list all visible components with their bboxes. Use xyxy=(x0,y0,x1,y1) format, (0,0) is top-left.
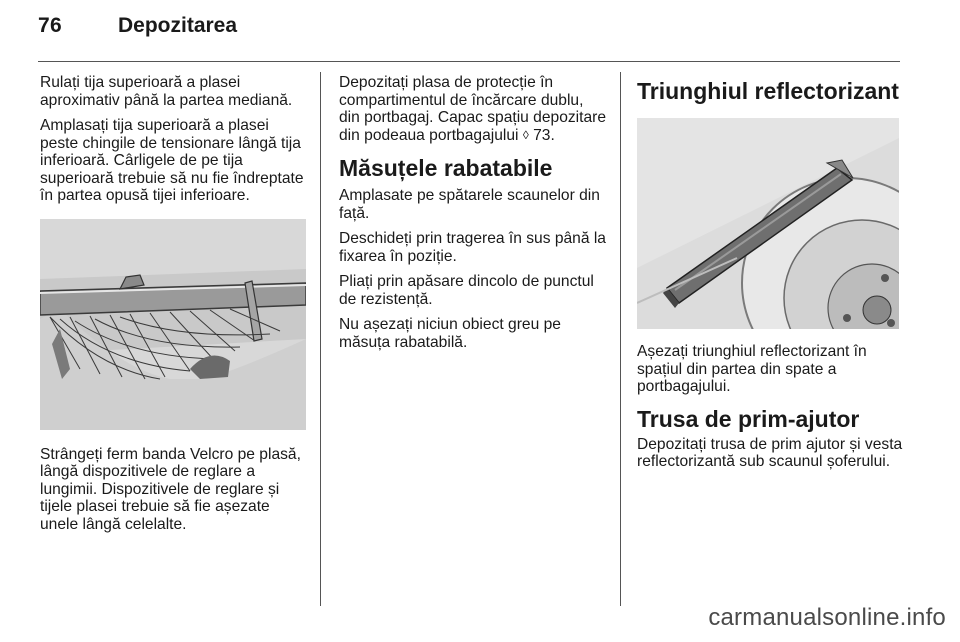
column-3 xyxy=(637,74,905,479)
page-title: Depozitarea xyxy=(118,14,238,37)
paragraph-first-aid-placement: Depozitați trusa de prim ajutor și vesta reflectorizantă sub scaunul șoferului. xyxy=(637,435,903,470)
cargo-net-illustration xyxy=(40,219,306,430)
heading-warning-triangle: Triunghiul reflectorizant xyxy=(637,78,899,104)
column-2 xyxy=(339,74,607,359)
paragraph-place-net: Amplasați tija superioară a plasei peste chingile de tensionare lângă tija inferioară. Cârligele de pe tija superioară trebuie să nu fie îndreptate în partea opusă tijei inferioare. xyxy=(40,117,304,204)
column-divider-left xyxy=(320,72,321,606)
heading-folding-tables: Măsuțele rabatabile xyxy=(339,155,553,181)
warning-triangle-illustration xyxy=(637,118,899,329)
paragraph-store-net xyxy=(339,74,607,145)
paragraph-roll-net: Rulați tija superioară a plasei aproximativ până la partea mediană. xyxy=(40,74,293,109)
heading-first-aid-kit: Trusa de prim-ajutor xyxy=(637,405,860,432)
store-net-text: Depozitați plasa de protecție în compartimentul de încărcare dublu, din portbagaj. Capac spațiu depozitare din podeaua portbagajului xyxy=(339,74,607,144)
page-number: 76 xyxy=(38,14,62,37)
watermark: carmanualsonline.info xyxy=(708,604,946,631)
paragraph-tables-open: Deschideți prin tragerea în sus până la fixarea în poziție. xyxy=(339,230,606,265)
paragraph-velcro: Strângeți ferm banda Velcro pe plasă, lângă dispozitivele de reglare a lungimii. Dispozitivele de reglare și tijele plasei trebuie să fie așezate unele lângă celelalte. xyxy=(40,445,301,533)
page-reference-arrow-icon: ◊ xyxy=(522,127,529,142)
paragraph-tables-warning: Nu așezați niciun obiect greu pe măsuța rabatabilă. xyxy=(339,316,561,351)
page-reference-link[interactable]: 73. xyxy=(533,126,555,144)
header-rule xyxy=(38,61,900,62)
paragraph-triangle-placement: Așezați triunghiul reflectorizant în spațiul din partea din spate a portbagajului. xyxy=(637,343,867,395)
paragraph-tables-location: Amplasate pe spătarele scaunelor din față. xyxy=(339,187,600,222)
paragraph-tables-fold: Pliați prin apăsare dincolo de punctul de rezistență. xyxy=(339,273,594,308)
column-divider-right xyxy=(620,72,621,606)
column-1 xyxy=(40,74,306,541)
